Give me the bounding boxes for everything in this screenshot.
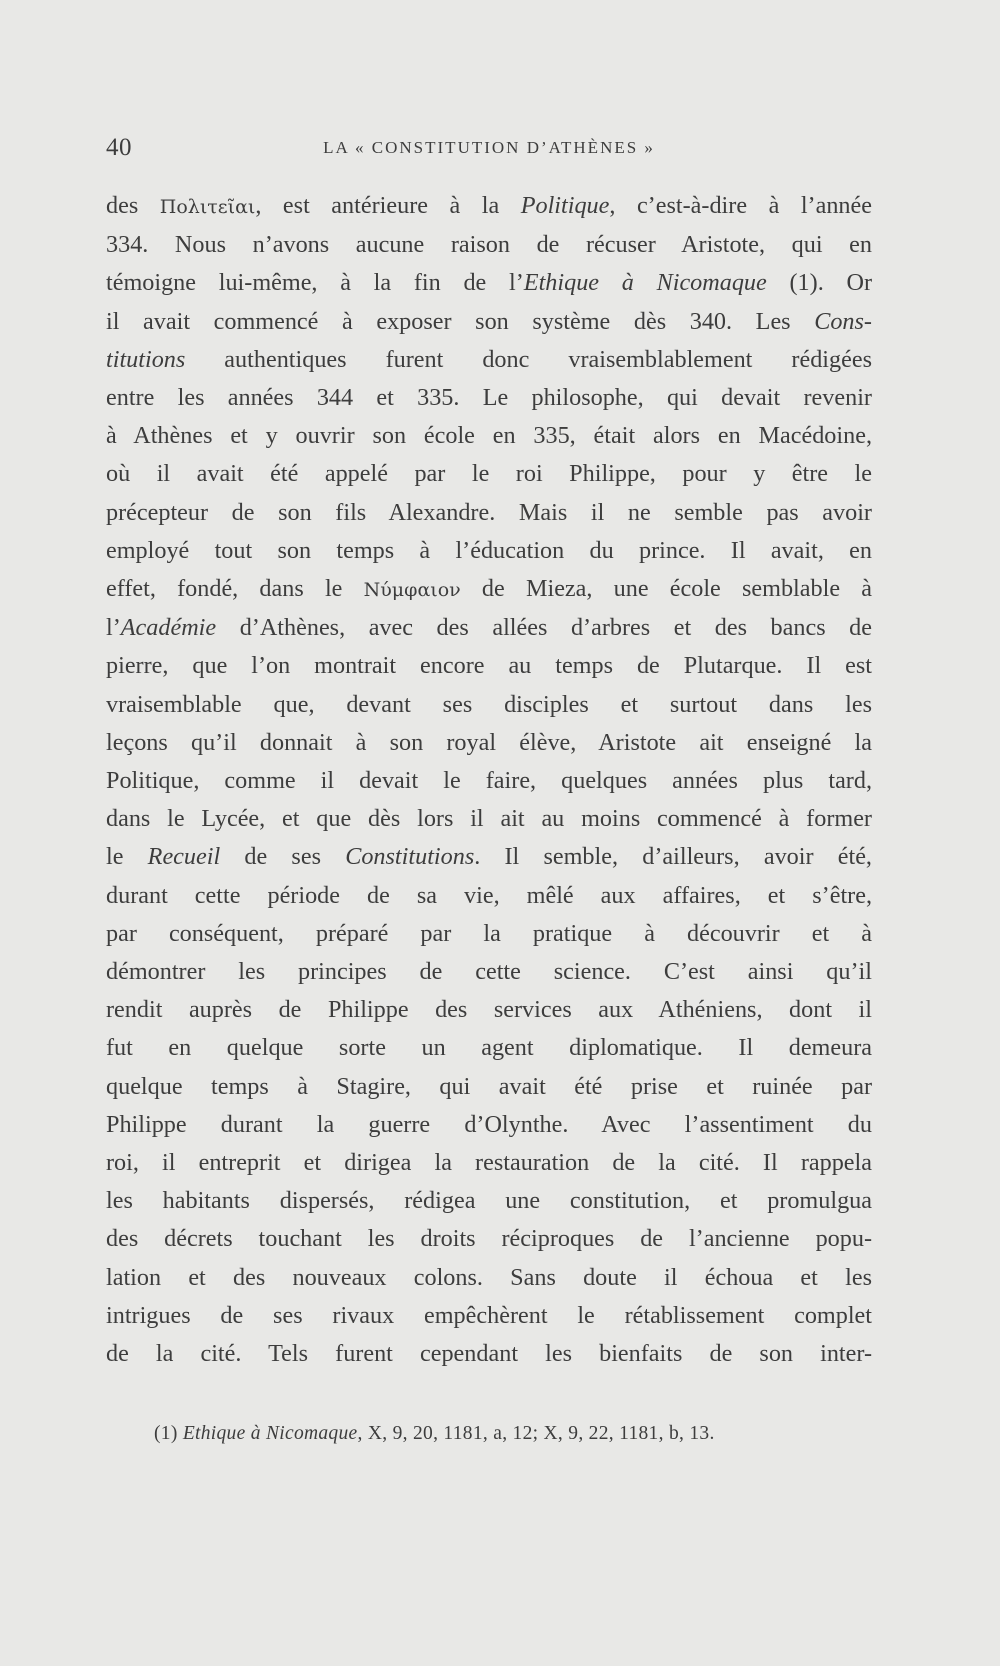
text-line	[106, 686, 872, 724]
text-line	[106, 1297, 872, 1335]
text-segment: Politique, comme il devait le faire, quelques années plus tard,	[106, 767, 872, 795]
text-segment: entre les années 344 et 335. Le philosophe, qui devait revenir	[106, 384, 872, 412]
text-segment: roi, il entreprit et dirigea la restauration de la cité. Il rappela	[106, 1149, 872, 1177]
footnote	[154, 1423, 874, 1445]
body-text	[106, 187, 872, 1373]
text-line	[106, 455, 872, 493]
text-line	[106, 953, 872, 991]
text-segment: vraisemblable que, devant ses disciples et surtout dans les	[106, 690, 872, 718]
text-segment: fut en quelque sorte un agent diplomatique. Il demeura	[106, 1034, 872, 1062]
text-line	[106, 494, 872, 532]
italic-term: titutions	[106, 345, 186, 373]
text-line	[106, 1068, 872, 1106]
text-segment: le	[106, 843, 148, 871]
text-line	[106, 264, 872, 302]
greek-term: Πολιτεῖαι	[159, 196, 256, 218]
italic-term: Politique	[520, 192, 610, 219]
text-line	[106, 838, 872, 876]
text-line	[106, 609, 872, 647]
text-segment: leçons qu’il donnait à son royal élève, Aristote ait enseigné la	[106, 728, 872, 756]
italic-term: Cons-	[814, 307, 872, 335]
text-segment: de la cité. Tels furent cependant les bienfaits de son inter-	[106, 1340, 872, 1368]
text-line	[106, 570, 872, 609]
text-line	[106, 379, 872, 417]
text-segment: 334. Nous n’avons aucune raison de récuser Aristote, qui en	[106, 231, 872, 259]
text-segment: de Mieza, une école semblable à	[460, 575, 872, 603]
italic-term: Constitutions	[345, 843, 475, 871]
text-segment: par conséquent, préparé par la pratique à découvrir et à	[106, 919, 872, 947]
text-segment: . Il semble, d’ailleurs, avoir été,	[474, 843, 872, 871]
text-line	[106, 1259, 872, 1297]
italic-term: Académie	[120, 614, 217, 642]
text-segment: rendit auprès de Philippe des services aux Athéniens, dont il	[106, 996, 872, 1024]
text-segment: intrigues de ses rivaux empêchèrent le rétablissement complet	[106, 1301, 872, 1329]
text-line	[106, 226, 872, 264]
text-segment: , est antérieure à la	[255, 192, 521, 219]
text-segment: de ses	[220, 843, 346, 871]
text-segment: , c’est-à-dire à l’année	[609, 192, 872, 219]
footnote-reference: , X, 9, 20, 1181, a, 12; X, 9, 22, 1181, b, 13.	[357, 1423, 715, 1444]
text-segment: quelque temps à Stagire, qui avait été prise et ruinée par	[106, 1072, 872, 1100]
text-segment: employé tout son temps à l’éducation du prince. Il avait, en	[106, 536, 872, 564]
text-segment: témoigne lui-même, à la fin de l’	[106, 269, 524, 297]
text-segment: Philippe durant la guerre d’Olynthe. Avec l’assentiment du	[106, 1110, 872, 1138]
page-number: 40	[106, 134, 132, 161]
text-line	[106, 187, 872, 226]
italic-term: Recueil	[147, 843, 221, 871]
text-segment: effet, fondé, dans le	[106, 575, 364, 603]
text-line	[106, 915, 872, 953]
text-segment: à Athènes et y ouvrir son école en 335, était alors en Macédoine,	[106, 422, 872, 450]
text-line	[106, 991, 872, 1029]
greek-term: Νύμφαιον	[363, 579, 461, 602]
text-segment: il avait commencé à exposer son système dès 340. Les	[106, 307, 815, 335]
text-line	[106, 800, 872, 838]
text-line	[106, 1144, 872, 1182]
text-line	[106, 341, 872, 379]
text-segment: où il avait été appelé par le roi Philippe, pour y être le	[106, 460, 872, 488]
text-segment: lation et des nouveaux colons. Sans doute il échoua et les	[106, 1263, 872, 1291]
text-segment: authentiques furent donc vraisemblablement rédigées	[185, 345, 872, 373]
running-title: LA « CONSTITUTION D’ATHÈNES »	[323, 138, 655, 157]
text-segment: des décrets touchant les droits réciproques de l’ancienne popu-	[106, 1225, 872, 1253]
text-line	[106, 1335, 872, 1373]
text-line	[106, 1029, 872, 1067]
text-line	[106, 724, 872, 762]
text-line	[106, 303, 872, 341]
page-header	[106, 134, 872, 174]
text-line	[106, 532, 872, 570]
text-segment: durant cette période de sa vie, mêlé aux affaires, et s’être,	[106, 881, 872, 909]
text-segment: d’Athènes, avec des allées d’arbres et des bancs de	[216, 614, 872, 642]
text-segment: démontrer les principes de cette science. C’est ainsi qu’il	[106, 958, 872, 986]
text-line	[106, 417, 872, 455]
text-line	[106, 877, 872, 915]
text-segment: l’	[106, 614, 121, 642]
footnote-work-title: Ethique à Nicomaque	[182, 1423, 358, 1444]
text-line	[106, 1106, 872, 1144]
text-line	[106, 762, 872, 800]
italic-term: Ethique à Nicomaque	[523, 269, 767, 297]
text-segment: des	[106, 192, 160, 219]
text-segment: dans le Lycée, et que dès lors il ait au moins commencé à former	[106, 805, 872, 833]
text-segment: pierre, que l’on montrait encore au temps de Plutarque. Il est	[106, 652, 872, 680]
text-line	[106, 1182, 872, 1220]
text-segment: (1). Or	[766, 269, 873, 297]
text-line	[106, 1220, 872, 1258]
text-line	[106, 647, 872, 685]
text-segment: les habitants dispersés, rédigea une constitution, et promulgua	[106, 1187, 872, 1215]
footnote-marker: (1)	[154, 1423, 183, 1444]
text-segment: précepteur de son fils Alexandre. Mais il ne semble pas avoir	[106, 498, 872, 526]
